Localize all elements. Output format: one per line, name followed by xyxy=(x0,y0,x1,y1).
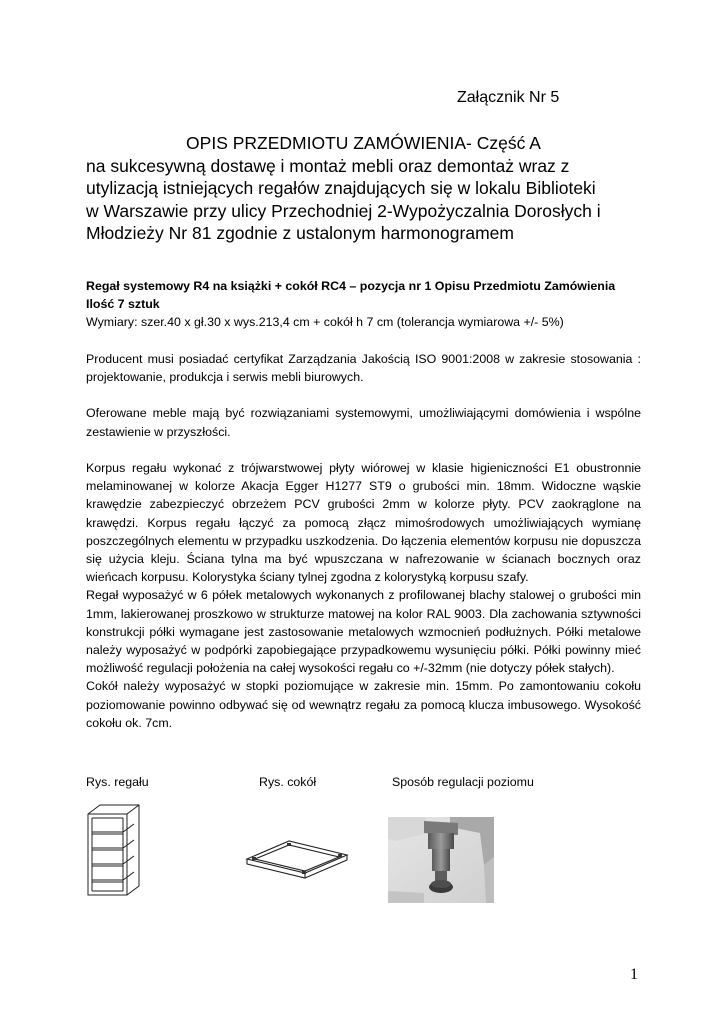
annex-label: Załącznik Nr 5 xyxy=(457,89,560,106)
paragraph-certificate: Producent musi posiadać certyfikat Zarządzania Jakością ISO 9001:2008 w zakresie stosowania : projektowanie, produkcja i serwis mebli biurowych. xyxy=(86,351,641,384)
paragraph-system: Oferowane meble mają być rozwiązaniami systemowymi, umożliwiającymi domówienia i wspólne zestawienie w przyszłości. xyxy=(86,406,641,439)
page-number: 1 xyxy=(630,966,638,983)
leveling-photo xyxy=(388,817,494,903)
document-title xyxy=(86,132,641,245)
title-line: utylizacją istniejących regałów znajdujących się w lokalu Biblioteki xyxy=(86,178,596,198)
item-heading: Regał systemowy R4 na książki + cokół RC4 – pozycja nr 1 Opisu Przedmiotu Zamówienia xyxy=(86,279,616,293)
paragraph-plinth: Cokół należy wyposażyć w stopki poziomujące w zakresie min. 15mm. Po zamontowaniu cokołu poziomowanie powinno odbywać się od wewnątrz regału za pomocą klucza imbusowego. Wysokość cokołu ok. 7cm. xyxy=(86,679,641,730)
item-dimensions: Wymiary: szer.40 x gł.30 x wys.213,4 cm + cokół h 7 cm (tolerancja wymiarowa +/- 5%) xyxy=(86,315,564,330)
document-body xyxy=(86,277,641,732)
caption-shelf: Rys. regału xyxy=(86,775,149,789)
item-quantity: Ilość 7 sztuk xyxy=(86,297,160,312)
caption-plinth: Rys. cokół xyxy=(259,775,317,789)
caption-leveling: Sposób regulacji poziomu xyxy=(392,775,534,789)
title-line: na sukcesywną dostawę i montaż mebli oraz demontaż wraz z xyxy=(86,155,570,176)
title-line: OPIS PRZEDMIOTU ZAMÓWIENIA- Część A xyxy=(186,133,541,153)
paragraph-shelves: Regał wyposażyć w 6 półek metalowych wykonanych z profilowanej blachy stalowej o grubości min 1mm, lakierowanej proszkowo w strukturze matowej na kolor RAL 9003. Dla zachowania sztywności konstrukcji półki wymagane jest zastosowanie metalowych wzmocnień podłużnych. Półki metalowe należy wyposażyć w podpórki zapobiegające przypadkowemu wysunięciu półki. Półki powinny mieć możliwość regulacji położenia na całej wysokości regału co +/-32mm (nie dotyczy półek stałych). xyxy=(86,588,641,676)
paragraph-body-construction: Korpus regału wykonać z trójwarstwowej płyty wiórowej w klasie higieniczności E1 obustronnie melaminowanej w kolorze Akacja Egger H1277 ST9 o grubości min. 18mm. Widoczne wąskie krawędzie zabezpieczyć obrzeżem PCV grubości 2mm w kolorze płyty. PCV zaokrąglone na krawędzi. Korpus regału łączyć za pomocą złącz mimośrodowych umożliwiających wymianę poszczególnych elementu w przypadku uszkodzenia. Do łączenia elementów korpusu nie dopuszcza się użycia kleju. Ściana tylna ma być wpuszczana w nafrezowanie w ścianach bocznych oraz wieńcach korpusu. Kolorystyka ściany tylnej zgodna z kolorystyką korpusu szafy. xyxy=(86,460,641,585)
title-line: w Warszawie przy ulicy Przechodniej 2-Wypożyczalnia Dorosłych i xyxy=(86,200,601,221)
title-line: Młodzieży Nr 81 zgodnie z ustalonym harmonogramem xyxy=(86,223,514,243)
shelf-drawing xyxy=(84,802,144,898)
plinth-drawing xyxy=(243,833,353,883)
